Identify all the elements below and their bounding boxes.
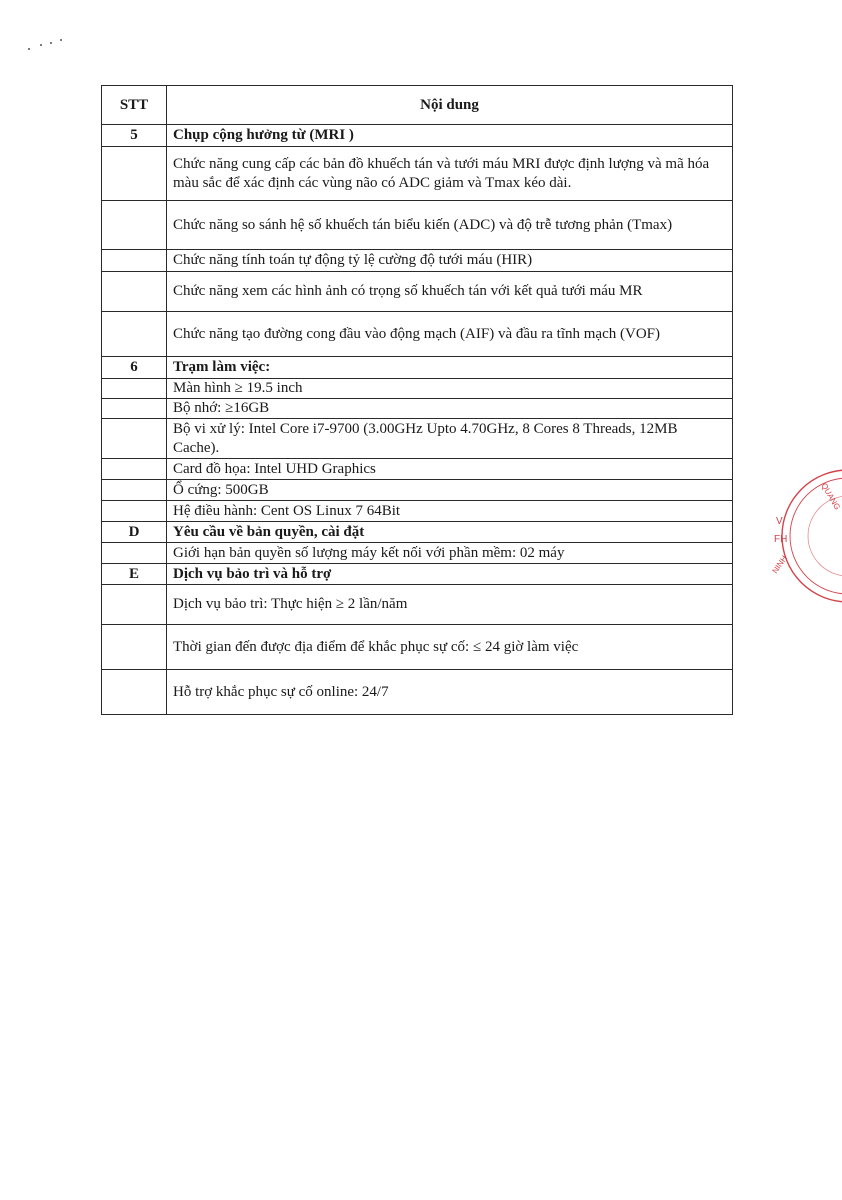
spec-table xyxy=(101,85,733,715)
table-row xyxy=(102,357,733,379)
row-content: Màn hình ≥ 19.5 inch xyxy=(167,379,733,399)
table-row xyxy=(102,480,733,501)
row-number xyxy=(102,312,167,357)
row-content: Giới hạn bản quyền số lượng máy kết nối với phần mềm: 02 máy xyxy=(167,543,733,564)
section-heading: Yêu cầu về bản quyền, cài đặt xyxy=(167,522,733,543)
row-number xyxy=(102,379,167,399)
row-number xyxy=(102,670,167,715)
table-row xyxy=(102,459,733,480)
stamp-text-4: NINH xyxy=(770,553,790,576)
row-number xyxy=(102,147,167,201)
stamp-text-3: FH xyxy=(774,534,788,545)
row-number: 5 xyxy=(102,125,167,147)
stamp-text-1: QUANG xyxy=(819,481,842,512)
red-stamp xyxy=(760,462,842,602)
row-content: Card đồ họa: Intel UHD Graphics xyxy=(167,459,733,480)
section-heading: Chụp cộng hưởng từ (MRI ) xyxy=(167,125,733,147)
table-row xyxy=(102,670,733,715)
row-number xyxy=(102,250,167,272)
table-row xyxy=(102,379,733,399)
table-row xyxy=(102,201,733,250)
content-header: Nội dung xyxy=(167,86,733,125)
stamp-text-2: V xyxy=(776,516,783,527)
row-number xyxy=(102,419,167,459)
row-content: Chức năng xem các hình ảnh có trọng số khuếch tán với kết quả tưới máu MR xyxy=(167,272,733,312)
table-row xyxy=(102,419,733,459)
section-heading: Trạm làm việc: xyxy=(167,357,733,379)
row-number xyxy=(102,459,167,480)
row-content: Hỗ trợ khắc phục sự cố online: 24/7 xyxy=(167,670,733,715)
row-content: Chức năng tạo đường cong đầu vào động mạch (AIF) và đầu ra tĩnh mạch (VOF) xyxy=(167,312,733,357)
row-number xyxy=(102,399,167,419)
table-row xyxy=(102,501,733,522)
table-row xyxy=(102,564,733,585)
table-row xyxy=(102,522,733,543)
row-number: 6 xyxy=(102,357,167,379)
table-row xyxy=(102,625,733,670)
scan-specks xyxy=(28,38,78,58)
table-row xyxy=(102,312,733,357)
row-content: Chức năng cung cấp các bản đồ khuếch tán và tưới máu MRI được định lượng và mã hóa màu sắc để xác định các vùng não có ADC giảm và Tmax kéo dài. xyxy=(167,147,733,201)
table-row xyxy=(102,250,733,272)
row-number xyxy=(102,543,167,564)
section-heading: Dịch vụ bảo trì và hỗ trợ xyxy=(167,564,733,585)
row-number xyxy=(102,585,167,625)
row-content: Dịch vụ bảo trì: Thực hiện ≥ 2 lần/năm xyxy=(167,585,733,625)
row-number xyxy=(102,201,167,250)
row-content: Chức năng so sánh hệ số khuếch tán biểu kiến (ADC) và độ trễ tương phản (Tmax) xyxy=(167,201,733,250)
row-number xyxy=(102,625,167,670)
table-row xyxy=(102,125,733,147)
table-row xyxy=(102,585,733,625)
table-body xyxy=(102,125,733,715)
row-number xyxy=(102,272,167,312)
table-row xyxy=(102,272,733,312)
row-number: D xyxy=(102,522,167,543)
row-number xyxy=(102,501,167,522)
row-content: Bộ vi xử lý: Intel Core i7-9700 (3.00GHz Upto 4.70GHz, 8 Cores 8 Threads, 12MB Cache). xyxy=(167,419,733,459)
row-number: E xyxy=(102,564,167,585)
row-content: Ổ cứng: 500GB xyxy=(167,480,733,501)
table-row xyxy=(102,399,733,419)
row-content: Chức năng tính toán tự động tỷ lệ cường độ tưới máu (HIR) xyxy=(167,250,733,272)
row-content: Thời gian đến được địa điểm để khắc phục sự cố: ≤ 24 giờ làm việc xyxy=(167,625,733,670)
stt-header: STT xyxy=(102,86,167,125)
row-number xyxy=(102,480,167,501)
table-row xyxy=(102,543,733,564)
row-content: Hệ điều hành: Cent OS Linux 7 64Bit xyxy=(167,501,733,522)
row-content: Bộ nhớ: ≥16GB xyxy=(167,399,733,419)
table-header-row xyxy=(102,86,733,125)
table-row xyxy=(102,147,733,201)
